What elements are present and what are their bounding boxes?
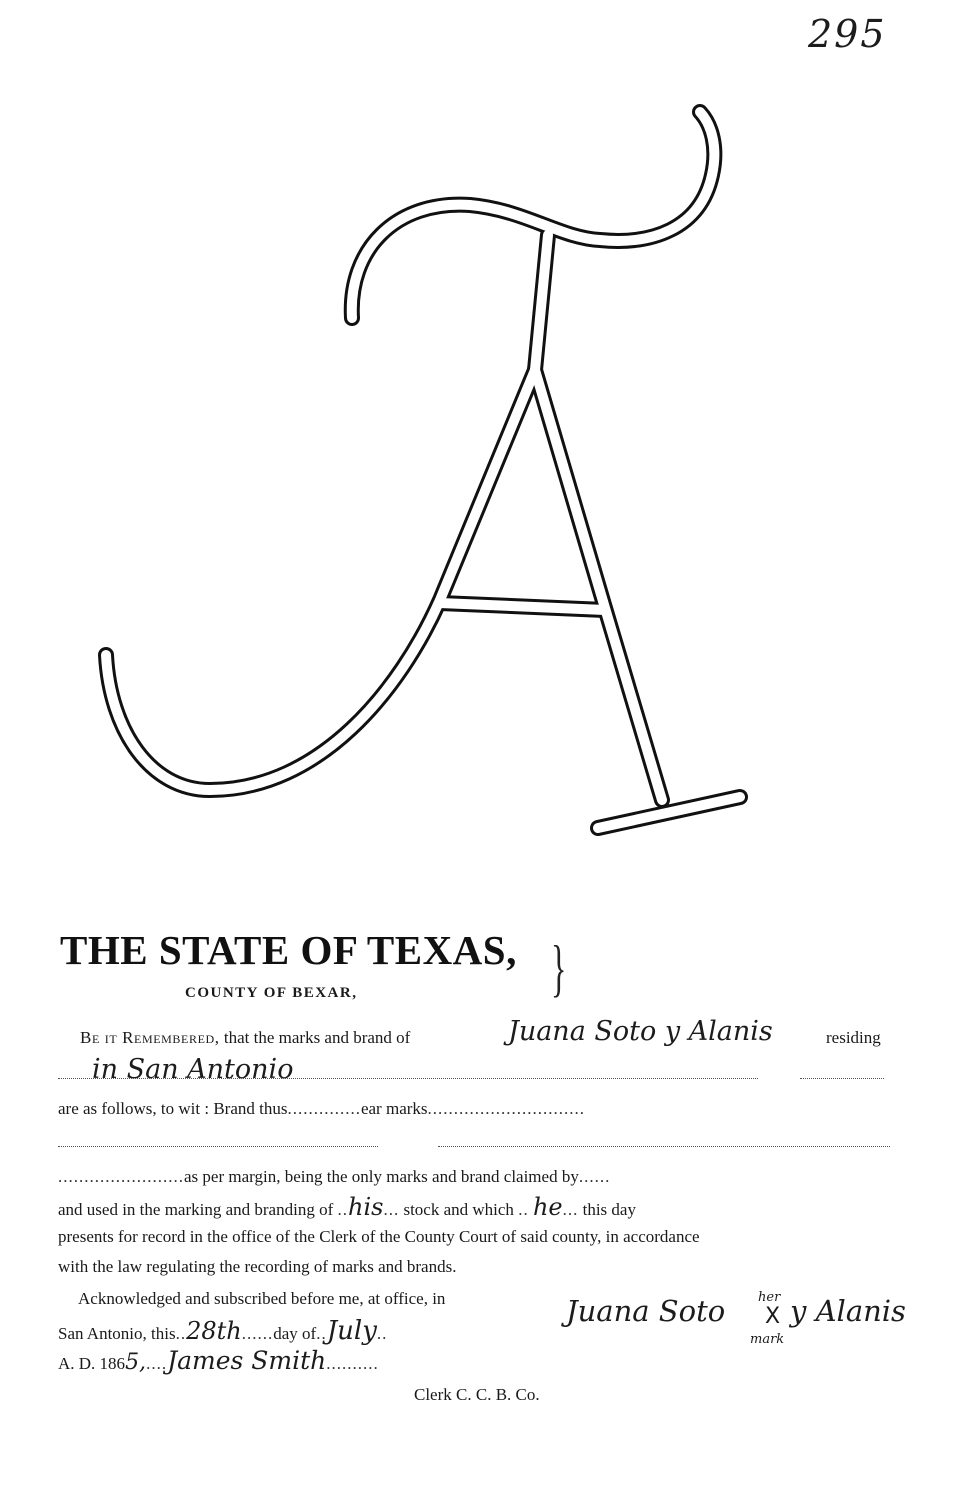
ear-marks-dots: .............................. xyxy=(427,1099,586,1118)
blank-rule-left xyxy=(58,1146,378,1147)
line-brand-thus xyxy=(58,1098,585,1120)
residence-field: in San Antonio xyxy=(92,1054,294,1085)
line-law: with the law regulating the recording of marks and brands. xyxy=(58,1257,457,1276)
line-stock xyxy=(58,1193,636,1221)
line1-text: that the marks and brand of xyxy=(223,1028,411,1047)
brand-outline xyxy=(106,112,740,828)
he-dots-b: ... xyxy=(562,1200,579,1219)
ack-line-3 xyxy=(58,1346,379,1375)
day-dots-b: ...... xyxy=(241,1324,274,1343)
page-number: 295 xyxy=(808,12,887,56)
state-title: THE STATE OF TEXAS, xyxy=(60,927,517,973)
year-field: 5, xyxy=(125,1350,147,1375)
clerk-dots-b: .......... xyxy=(326,1354,379,1373)
this-day-text: this day xyxy=(582,1200,636,1219)
line-owner xyxy=(80,1027,410,1049)
mark-label: mark xyxy=(750,1332,785,1347)
month-field: July xyxy=(326,1316,377,1346)
brace-icon: } xyxy=(551,932,567,1003)
san-antonio-this: San Antonio, this xyxy=(58,1324,176,1343)
he-dots-a: .. xyxy=(518,1200,529,1219)
day-of-text: day of xyxy=(273,1324,317,1343)
month-dots-a: .. xyxy=(316,1324,327,1343)
residing-label: residing xyxy=(826,1028,881,1047)
residence-rule xyxy=(58,1078,758,1079)
his-field: his xyxy=(348,1193,384,1221)
stock-text: stock and which xyxy=(403,1200,514,1219)
her-label: her xyxy=(758,1290,781,1305)
line-presents: presents for record in the office of the Clerk of the County Court of said county, in accordance xyxy=(58,1227,700,1246)
owner-name-field: Juana Soto y Alanis xyxy=(508,1016,773,1047)
blank-rule-right xyxy=(438,1146,890,1147)
ack-line-2 xyxy=(58,1316,388,1346)
line-per-margin xyxy=(58,1166,610,1188)
day-field: 28th xyxy=(186,1317,242,1345)
clerk-title: Clerk C. C. B. Co. xyxy=(414,1385,540,1404)
clerk-dots-a: .... xyxy=(146,1354,168,1373)
ack-line-1: Acknowledged and subscribed before me, at office, in xyxy=(78,1289,446,1308)
brand-thus-dots: .............. xyxy=(287,1099,361,1118)
marking-text: and used in the marking and branding of xyxy=(58,1200,334,1219)
per-margin-dots: ........................ xyxy=(58,1167,184,1186)
residence-rule-end xyxy=(800,1078,884,1079)
be-it-remembered: Be it Remembered, xyxy=(80,1028,220,1047)
claimed-by-dots: ...... xyxy=(578,1167,611,1186)
month-dots-b: .. xyxy=(376,1324,388,1343)
brand-thus-label: are as follows, to wit : Brand thus xyxy=(58,1099,288,1118)
owner-signature-tail: y Alanis xyxy=(790,1294,906,1328)
county-heading: COUNTY OF BEXAR, xyxy=(185,985,358,1001)
ad-prefix: A. D. 186 xyxy=(58,1354,126,1373)
owner-mark-x: X xyxy=(765,1304,781,1329)
he-field: he xyxy=(532,1193,563,1221)
day-dots-a: .. xyxy=(175,1324,187,1343)
owner-signature: Juana Soto xyxy=(566,1294,726,1328)
ear-marks-label: ear marks xyxy=(360,1099,428,1118)
his-dots-b: ... xyxy=(383,1200,400,1219)
clerk-signature: James Smith xyxy=(167,1346,327,1375)
per-margin-text: as per margin, being the only marks and brand claimed by xyxy=(184,1167,579,1186)
his-dots-a: .. xyxy=(337,1200,348,1219)
